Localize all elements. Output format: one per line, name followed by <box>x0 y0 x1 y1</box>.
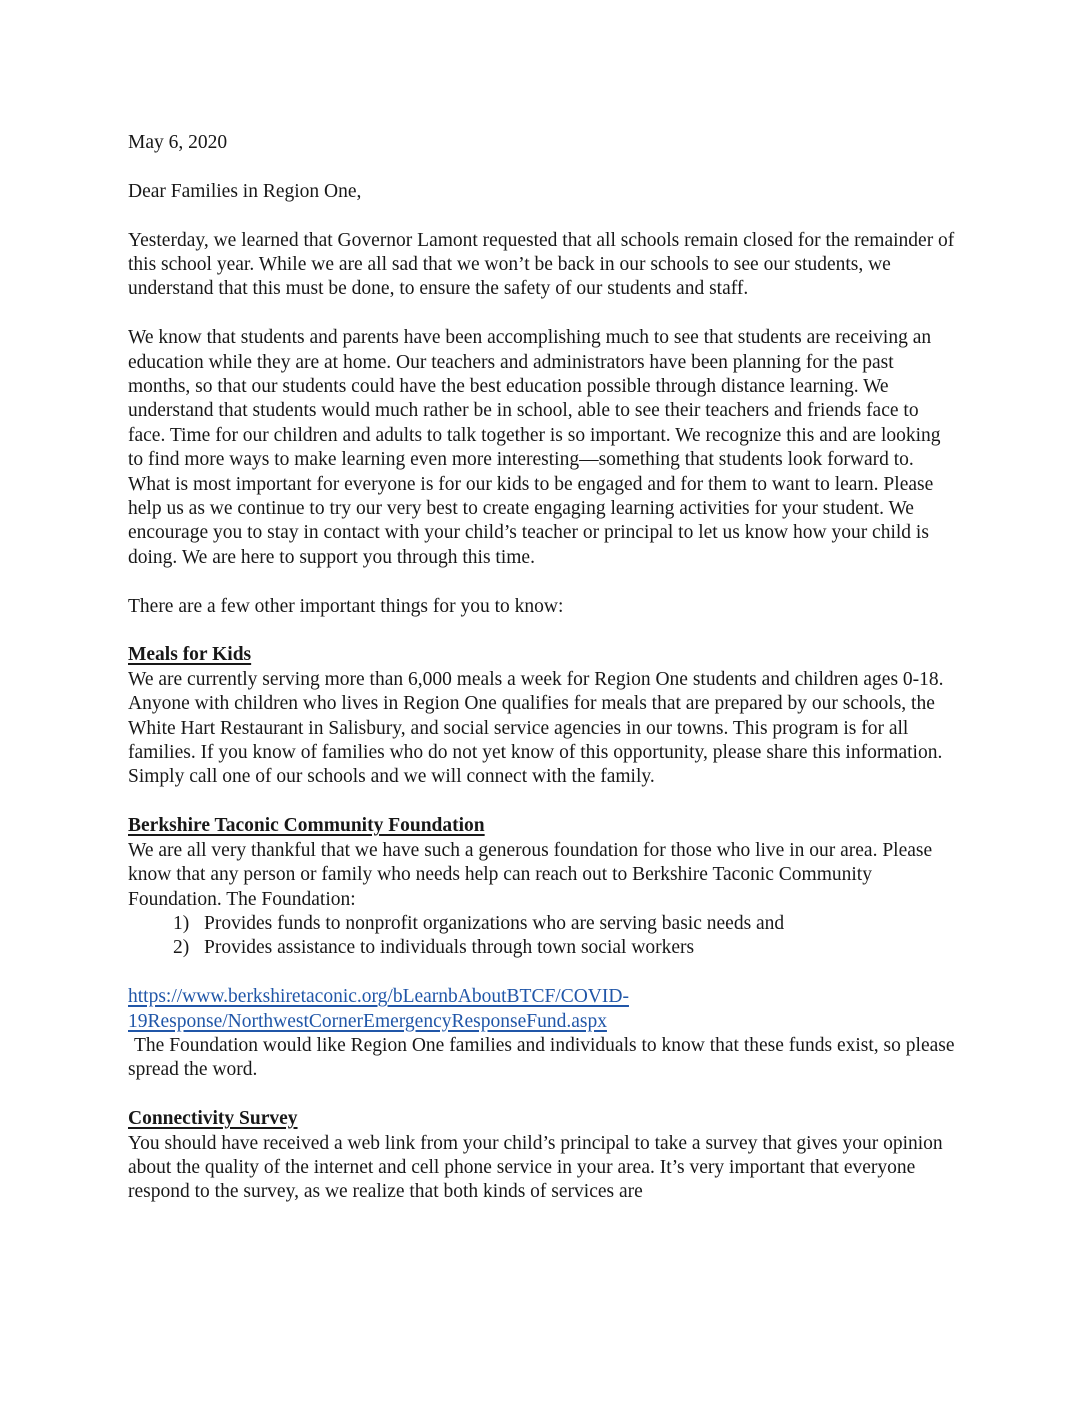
list-number: 2) <box>173 937 190 959</box>
section-meals-for-kids <box>128 643 960 789</box>
paragraph-schools-closed: Yesterday, we learned that Governor Lamont requested that all schools remain closed for the remainder of this school year. While we are all sad that we won’t be back in our schools to see our students, we understand that this must be done, to ensure the safety of our students and staff. <box>128 229 955 300</box>
list-item-2 <box>128 936 960 960</box>
letter-date: May 6, 2020 <box>128 132 228 153</box>
paragraph-things-to-know: There are a few other important things for you to know: <box>128 595 564 617</box>
letter-content <box>128 131 960 1205</box>
section-connectivity-survey <box>128 1107 960 1205</box>
after-link-text: The Foundation would like Region One families and individuals to know that these funds exist, so please spread the word. <box>128 1034 955 1081</box>
meals-for-kids-heading: Meals for Kids <box>128 644 252 666</box>
section-heading-row <box>128 1107 960 1131</box>
berkshire-taconic-heading: Berkshire Taconic Community Foundation <box>128 815 485 837</box>
list-number: 1) <box>173 912 190 934</box>
foundation-list <box>128 912 960 961</box>
paragraph-distance-learning: We know that students and parents have been accomplishing much to see that students are receiving an education while they are at home. Our teachers and administrators have been planning for the past months, so that our students could have the best education possible through distance learning. We understand that students would much rather be in school, able to see their teachers and friends face to face. Time for our children and adults to talk together is so important. We recognize this and are looking to find more ways to make learning even more interesting—something that students look forward to. What is most important for everyone is for our kids to be engaged and for them to want to learn. Please help us as we continue to try our very best to create engaging learning activities for your student. We encourage you to stay in contact with your child’s teacher or principal to let us know how your child is doing. We are here to support you through this time. <box>128 327 941 568</box>
meals-for-kids-body: We are currently serving more than 6,000 meals a week for Region One students and children ages 0-18. Anyone with children who lives in Region One qualifies for meals that are prepared by our schools, the White Hart Restaurant in Salisbury, and social service agencies in our towns. This program is for all families. If you know of families who do not yet know of this opportunity, please share this information. Simply call one of our schools and we will connect with the family. <box>128 668 944 788</box>
list-text: Provides funds to nonprofit organizations who are serving basic needs and <box>204 912 785 934</box>
section-heading-row <box>128 814 960 838</box>
connectivity-survey-body: You should have received a web link from your child’s principal to take a survey that gives your opinion about the quality of the internet and cell phone service in your area. It’s very important that everyone respond to the survey, as we realize that both kinds of services are <box>128 1132 943 1203</box>
btcf-covid-fund-link[interactable]: https://www.berkshiretaconic.org/bLearnbAboutBTCF/COVID-19Response/NorthwestCornerEmergencyResponseFund.aspx <box>128 986 629 1032</box>
list-item-1 <box>128 912 960 936</box>
letter-salutation: Dear Families in Region One, <box>128 180 362 202</box>
connectivity-survey-heading: Connectivity Survey <box>128 1108 298 1130</box>
section-heading-row <box>128 643 960 667</box>
berkshire-taconic-body: We are all very thankful that we have such a generous foundation for those who live in our area. Please know that any person or family who needs help can reach out to Berkshire Taconic Community Foundation. The Foundation: <box>128 839 933 910</box>
list-text: Provides assistance to individuals through town social workers <box>204 937 695 959</box>
link-paragraph <box>128 985 960 1034</box>
section-berkshire-taconic <box>128 814 960 1082</box>
